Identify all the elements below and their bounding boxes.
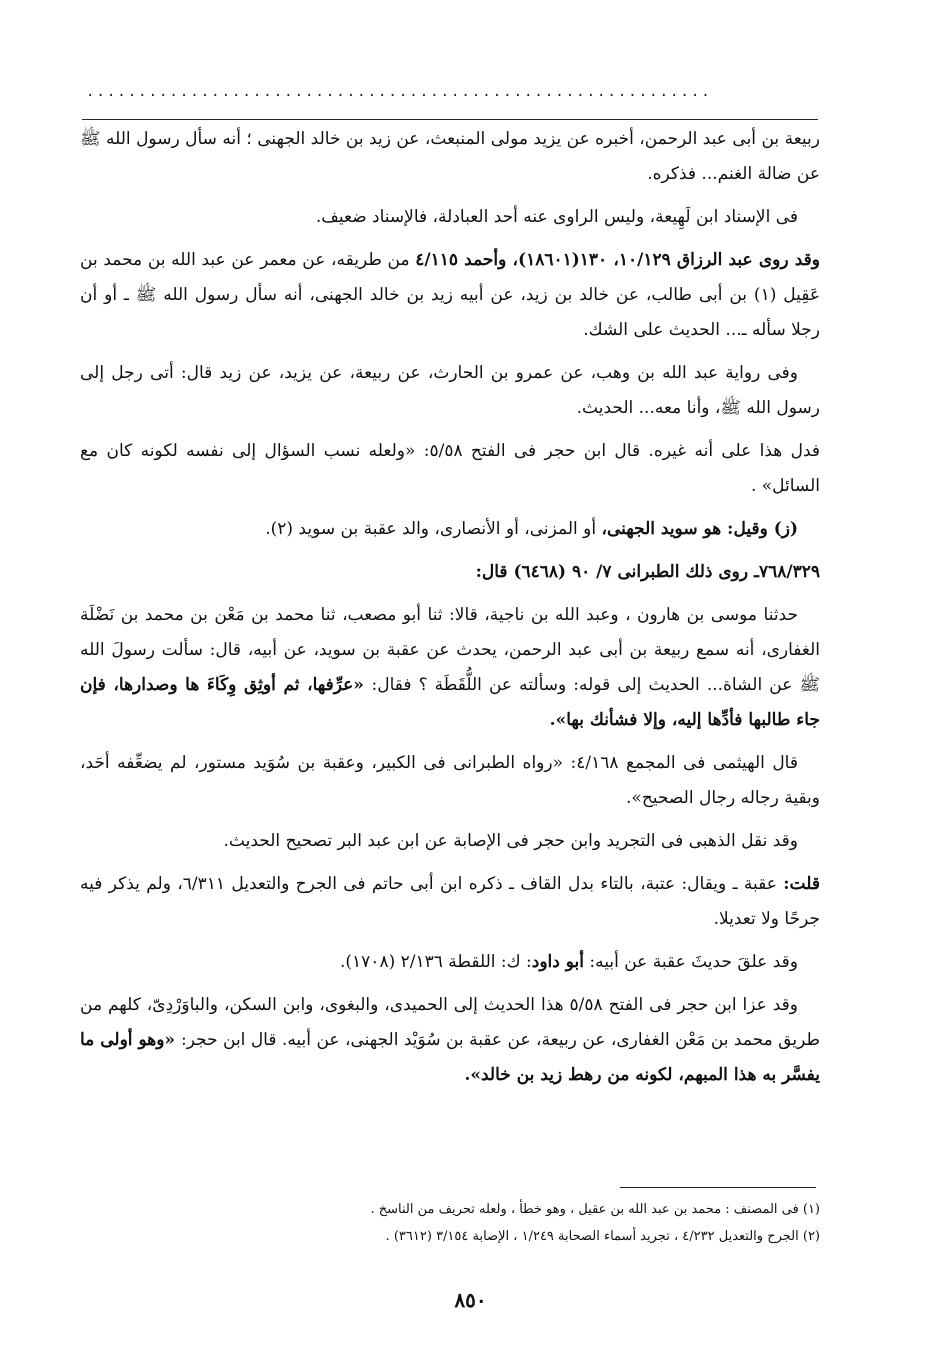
main-text [80, 122, 820, 1101]
paragraph-text: وقد عزا ابن حجر فى الفتح ٥/٥٨ هذا الحديث إلى الحميدى، والبغوى، وابن السكن، والباوَرْدِىّ، كلهم من طريق محمد بن مَعْن الغفارى، عن ربيعة، عن عقبة بن سُوَيْد الجهنى، عن أبيه. قال ابن حجر: [80, 995, 820, 1050]
paragraph-text: : ك: اللقطة ٢/١٣٦ (١٧٠٨). [340, 952, 532, 972]
paragraph-lead: وقد روى عبد الرزاق ١٠/١٢٩، ١٣٠(١٨٦٠١)، وأحمد ٤/١١٥ [415, 250, 821, 270]
paragraph [80, 867, 820, 937]
paragraph [80, 824, 820, 859]
paragraph-text: أو المزنى، أو الأنصارى، والد عقبة بن سويد (٢). [265, 519, 602, 539]
header-rule [82, 119, 818, 120]
paragraph [80, 200, 820, 235]
paragraph-quote: «عرِّفها، ثم أوثِق وِكَاءَ ها وصدارها، فإن جاء طالبها فأدِّها إليه، وإلا فشأنك بها». [80, 675, 820, 730]
paragraph [80, 746, 820, 816]
paragraph [80, 598, 820, 738]
header-dotted-line: ............................................................ [86, 84, 712, 100]
paragraph-text: عقبة ـ ويقال: عتبة، بالتاء بدل القاف ـ ذكره ابن أبى حاتم فى الجرح والتعديل ٦/٣١١، ولم يذكر فيه جرحًا ولا تعديلا. [80, 874, 820, 929]
paragraph-text: فدل هذا على أنه غيره. قال ابن حجر فى الفتح ٥/٥٨: «ولعله نسب السؤال إلى نفسه لكونه كان مع السائل» . [80, 441, 821, 496]
paragraph [80, 243, 820, 348]
paragraph [80, 122, 820, 192]
paragraph [80, 988, 820, 1093]
paragraph-lead: (ز) وقيل: هو سويد الجهنى، [601, 519, 798, 539]
paragraph-text: وقد علقَ حديثَ عقبة عن أبيه: [584, 952, 798, 972]
paragraph-lead: ٧٦٨/٣٢٩ـ روى ذلك الطبرانى ٧/ ٩٠ (٦٤٦٨) قال: [475, 562, 820, 582]
footnote: (١) فى المصنف : محمد بن عبد الله بن عقيل ، وهو خطأ ، ولعله تحريف من الناسخ . [370, 1202, 820, 1217]
paragraph-text: وفى رواية عبد الله بن وهب، عن عمرو بن الحارث، عن ربيعة، عن يزيد، عن زيد قال: أتى رجل إلى رسول الله ﷺ، وأنا معه... الحديث. [80, 363, 820, 418]
footnote: (٢) الجرح والتعديل ٤/٢٣٢ ، تجريد أسماء الصحابة ١/٢٤٩ ، الإصابة ٣/١٥٤ (٣٦١٢) . [385, 1229, 820, 1244]
paragraph-text: وقد نقل الذهبى فى التجريد وابن حجر فى الإصابة عن ابن عبد البر تصحيح الحديث. [223, 831, 798, 851]
hadith-heading [80, 555, 820, 590]
paragraph-quote: «وهو أولى ما يفسَّر به هذا المبهم، لكونه من رهط زيد بن خالد». [80, 1030, 820, 1085]
paragraph [80, 434, 820, 504]
paragraph-text: قال الهيثمى فى المجمع ٤/١٦٨: «رواه الطبرانى فى الكبير، وعقبة بن سُوَيد مستور، لم يضعِّفه أحَد، وبقية رجاله رجال الصحيح». [80, 753, 820, 808]
footnote-rule [620, 1187, 816, 1188]
paragraph [80, 945, 820, 980]
footnotes [80, 1196, 820, 1250]
paragraph-text: حدثنا موسى بن هارون ، وعبد الله بن ناجية، قالا: ثنا أبو مصعب، ثنا محمد بن مَعْن بن محمد بن نَضْلَة الغفارى، أنه سمع ربيعة بن أبى عبد الرحمن، يحدث عن عقبة بن سويد، عن أبيه، قال: سألت رسولَ الله ﷺ عن الشاة... الحديث إلى قوله: وسألته عن اللُّقَطَة ؟ فقال: [80, 605, 820, 695]
page-number: ٨٥٠ [454, 1288, 487, 1312]
paragraph-text: فى الإسناد ابن لَهِيعة، وليس الراوى عنه أحد العبادلة، فالإسناد ضعيف. [315, 207, 798, 227]
paragraph-bold: أبو داود [531, 952, 584, 972]
paragraph [80, 356, 820, 426]
paragraph-lead: قلت: [783, 874, 821, 894]
paragraph-text: ربيعة بن أبى عبد الرحمن، أخبره عن يزيد مولى المنبعث، عن زيد بن خالد الجهنى ؛ أنه سأل رسول الله ﷺ عن ضالة الغنم... فذكره. [80, 129, 820, 184]
paragraph-text: من طريقه، عن معمر عن عبد الله بن محمد بن عَقِيل (١) بن أبى طالب، عن خالد بن زيد، عن أبيه زيد بن خالد الجهنى، أنه سأل رسول الله ﷺ ـ أو أن رجلا سأله ـ... الحديث على الشك. [80, 250, 820, 340]
paragraph [80, 512, 820, 547]
